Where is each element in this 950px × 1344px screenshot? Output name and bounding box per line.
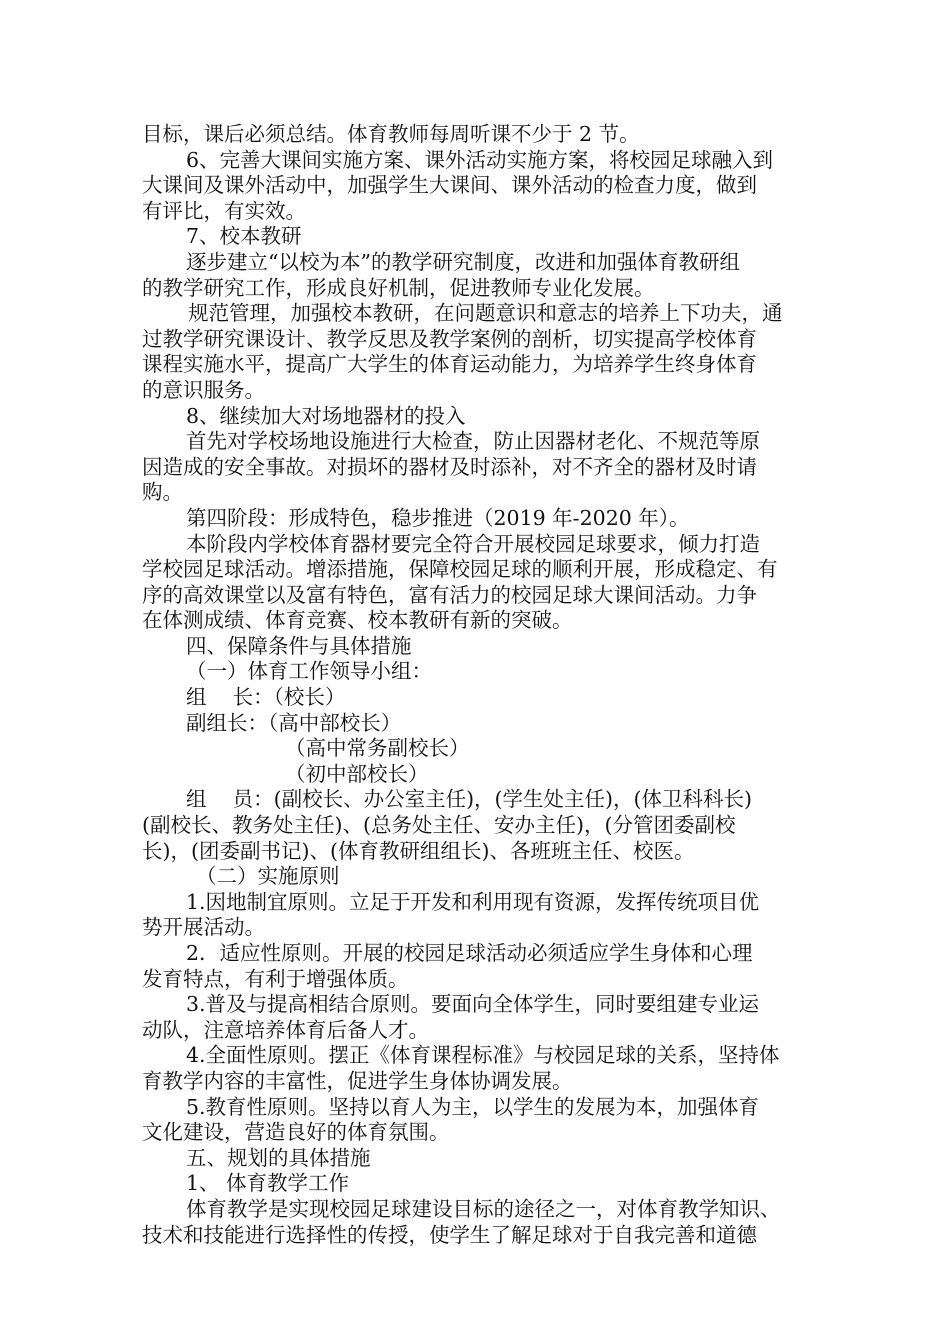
text-line: 的教学研究工作，形成良好机制，促进教师专业化发展。 — [142, 275, 655, 300]
text-line: 5.教育性原则。坚持以育人为主，以学生的发展为本，加强体育 — [186, 1094, 760, 1119]
section-heading: 第四阶段：形成特色，稳步推进（2019 年-2020 年）。 — [186, 505, 690, 530]
text-line: 的意识服务。 — [142, 377, 265, 402]
text-line: 在体测成绩、体育竞赛、校本教研有新的突破。 — [142, 608, 573, 633]
subsection-heading: （二）实施原则 — [196, 864, 340, 889]
text-line: 规范管理，加强校本教研，在问题意识和意志的培养上下功夫，通 — [188, 301, 783, 326]
text-line: 目标，课后必须总结。体育教师每周听课不少于 2 节。 — [142, 122, 640, 146]
text-line: 育教学内容的丰富性，促进学生身体协调发展。 — [142, 1068, 573, 1093]
text-line: 组 长：（校长） — [186, 685, 346, 710]
section-heading: 四、保障条件与具体措施 — [186, 633, 412, 658]
text-line: 动队，注意培养体育后备人才。 — [142, 1017, 429, 1042]
text-line: 有评比，有实效。 — [142, 198, 306, 223]
section-heading: 7、校本教研 — [186, 224, 302, 249]
document-body — [142, 122, 814, 1248]
text-line: 1.因地制宜原则。立足于开发和利用现有资源，发挥传统项目优 — [186, 889, 760, 914]
text-line: 课程实施水平，提高广大学生的体育运动能力，为培养学生终身体育 — [142, 352, 757, 377]
text-line: 逐步建立“以校为本”的教学研究制度，改进和加强体育教研组 — [186, 249, 740, 274]
text-line: 因造成的安全事故。对损坏的器材及时添补，对不齐全的器材及时请 — [142, 454, 757, 479]
text-line: 大课间及课外活动中，加强学生大课间、课外活动的检查力度，做到 — [142, 173, 757, 198]
subsection-heading: （一）体育工作领导小组： — [186, 659, 432, 684]
text-line: 序的高效课堂以及富有特色，富有活力的校园足球大课间活动。力争 — [142, 582, 757, 607]
text-line: 文化建设，营造良好的体育氛围。 — [142, 1120, 450, 1145]
text-line: （初中部校长） — [285, 761, 429, 786]
text-line: (副校长、教务处主任)、(总务处主任、安办主任)，(分管团委副校 — [142, 813, 736, 838]
text-line: 4.全面性原则。摆正《体育课程标准》与校园足球的关系，坚持体 — [186, 1043, 780, 1068]
text-line: 3.普及与提高相结合原则。要面向全体学生，同时要组建专业运 — [186, 992, 760, 1017]
subsection-heading: 1、 体育教学工作 — [186, 1171, 350, 1196]
section-heading: 五、规划的具体措施 — [186, 1145, 371, 1170]
text-line: 学校园足球活动。增添措施，保障校园足球的顺利开展，形成稳定、有 — [142, 557, 778, 582]
text-line: 购。 — [142, 480, 183, 505]
text-line: 本阶段内学校体育器材要完全符合开展校园足球要求，倾力打造 — [186, 531, 760, 556]
text-line: 发育特点，有利于增强体质。 — [142, 966, 409, 991]
text-line: 6、完善大课间实施方案、课外活动实施方案，将校园足球融入到 — [186, 147, 774, 172]
text-line: 组 员：(副校长、办公室主任)，(学生处主任)，(体卫科科长) — [186, 787, 753, 812]
section-heading: 8、继续加大对场地器材的投入 — [186, 403, 466, 428]
text-line: 长)，(团委副书记)、(体育教研组组长)、各班班主任、校医。 — [142, 838, 695, 863]
text-line: 2．适应性原则。开展的校园足球活动必须适应学生身体和心理 — [186, 941, 753, 965]
text-line: （高中常务副校长） — [285, 736, 470, 761]
text-line: 体育教学是实现校园足球建设目标的途径之一，对体育教学知识、 — [186, 1196, 781, 1221]
text-line: 过教学研究课设计、教学反思及教学案例的剖析，切实提高学校体育 — [142, 326, 757, 351]
text-line: 势开展活动。 — [142, 915, 265, 940]
text-line: 首先对学校场地设施进行大检查，防止因器材老化、不规范等原 — [186, 429, 760, 454]
text-line: 技术和技能进行选择性的传授，使学生了解足球对于自我完善和道德 — [142, 1222, 757, 1247]
text-line: 副组长：（高中部校长） — [186, 710, 402, 735]
